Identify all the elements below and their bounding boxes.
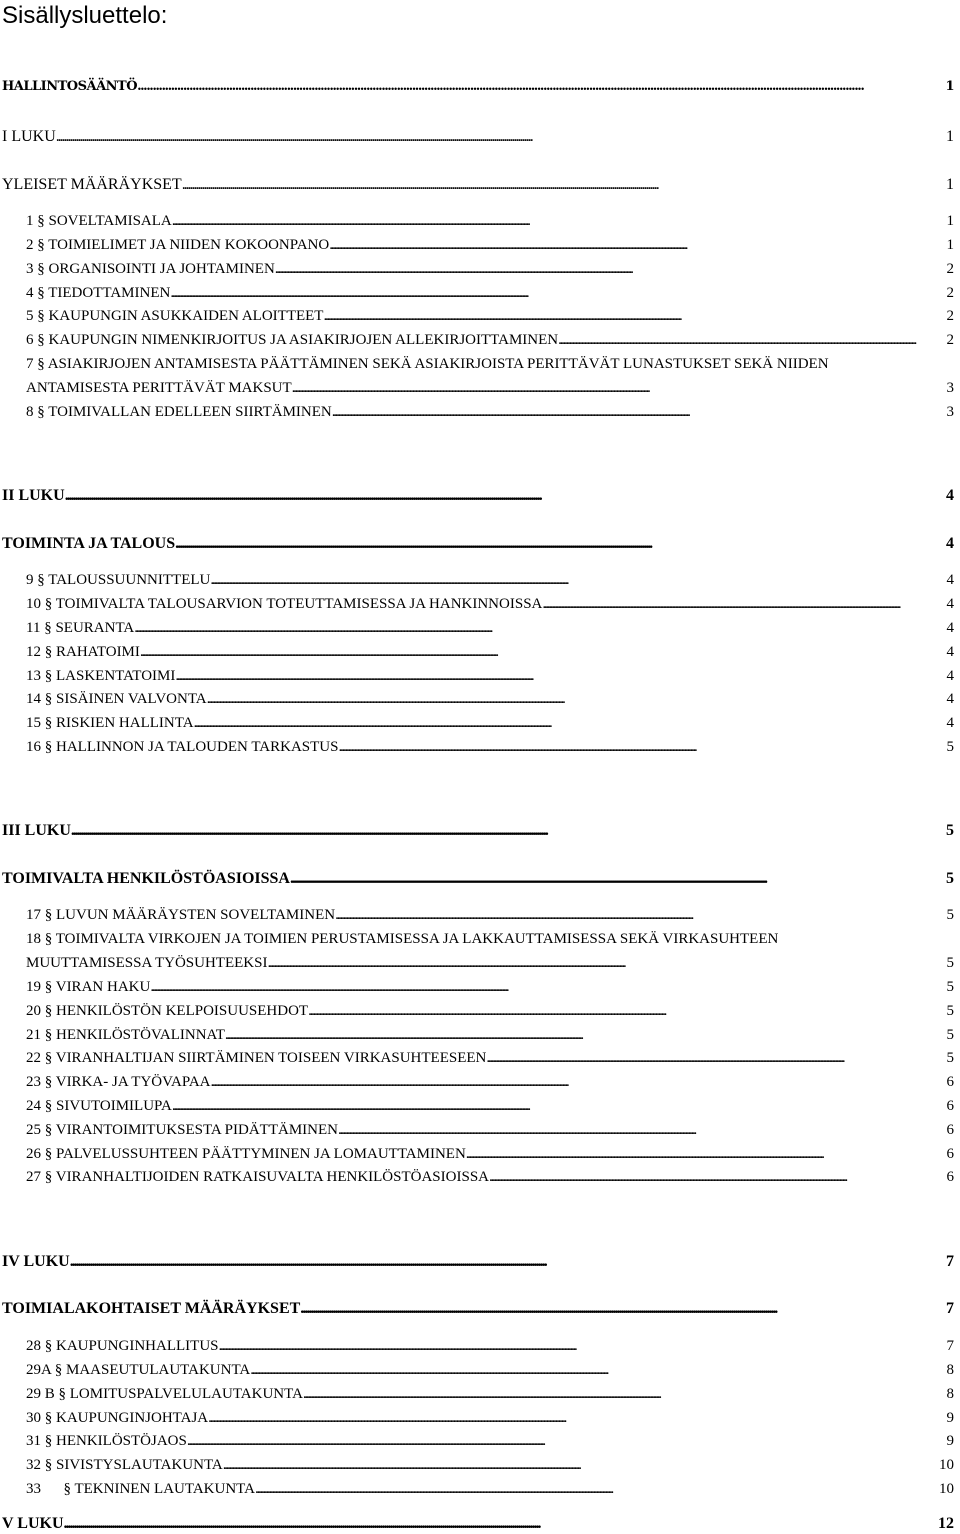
toc-leader: [223, 1456, 939, 1474]
toc-entry-text: III LUKU: [2, 822, 71, 839]
section-number: 32 §: [26, 1457, 53, 1473]
section-number: 1 §: [26, 213, 45, 229]
toc-page-number: 5: [946, 979, 954, 995]
toc-entry-text: KAUPUNGINJOHTAJA: [56, 1410, 209, 1426]
toc-entry-section-wrapped[interactable]: [26, 930, 954, 948]
toc-entry-text: VIRANHALTIJAN SIIRTÄMINEN TOISEEN VIRKASUHTEESEEN: [55, 1050, 487, 1066]
page-title: Sisällysluettelo:: [2, 2, 168, 29]
toc-entry-text: KAUPUNGIN ASUKKAIDEN ALOITTEET: [48, 308, 324, 324]
toc-entry-text: HENKILÖSTÖVALINNAT: [56, 1027, 225, 1043]
toc-entry-text: V LUKU: [2, 1515, 64, 1532]
toc-entry-section[interactable]: [26, 1049, 954, 1067]
toc-entry-text: TOIMIVALLAN EDELLEEN SIIRTÄMINEN: [48, 404, 332, 420]
toc-page-number: 2: [946, 308, 954, 324]
toc-entry-chapter-5[interactable]: [2, 1515, 954, 1533]
toc-entry-section[interactable]: [26, 1456, 954, 1474]
toc-entry-text: ASIAKIRJOJEN ANTAMISESTA PÄÄTTÄMINEN SEKÄ ASIAKIRJOISTA PERITTÄVÄT LUNASTUKSET SEKÄ NIIDEN: [47, 356, 829, 372]
toc-entry-toimivalta-henkilostoasioissa[interactable]: [2, 870, 954, 888]
toc-page-number: 6: [946, 1169, 954, 1185]
toc-leader: [187, 1432, 947, 1450]
toc-entry-section[interactable]: [26, 595, 954, 613]
section-number: 29A §: [26, 1362, 63, 1378]
toc-leader: [172, 1097, 947, 1115]
toc-page-number: 6: [946, 1146, 954, 1162]
toc-leader: [292, 379, 947, 397]
section-number: 17 §: [26, 907, 53, 923]
toc-entry-section[interactable]: [26, 1432, 954, 1450]
toc-entry-section[interactable]: [26, 1145, 954, 1163]
toc-entry-section[interactable]: [26, 738, 954, 756]
toc-page-number: 2: [946, 285, 954, 301]
toc-entry-text: ORGANISOINTI JA JOHTAMINEN: [48, 261, 275, 277]
toc-page-number: 8: [946, 1362, 954, 1378]
toc-entry-section[interactable]: [26, 236, 954, 254]
toc-page-number: 1: [946, 213, 954, 229]
toc-entry-section[interactable]: [26, 619, 954, 637]
section-number: 4 §: [26, 285, 45, 301]
toc-page-number: 10: [939, 1457, 954, 1473]
toc-entry-text: HALLINTOSÄÄNTÖ: [2, 79, 138, 94]
toc-entry-text: TOIMIVALTA TALOUSARVION TOTEUTTAMISESSA JA HANKINNOISSA: [55, 596, 543, 612]
section-number: 20 §: [26, 1003, 53, 1019]
toc-leader: [208, 1409, 946, 1427]
toc-page-number: 4: [946, 487, 954, 504]
toc-page-number: 2: [946, 261, 954, 277]
toc-leader: [255, 1480, 939, 1498]
toc-page-number: 4: [946, 715, 954, 731]
toc-entry-text: TIEDOTTAMINEN: [48, 285, 171, 301]
toc-leader: [140, 643, 947, 661]
section-number: 29 B §: [26, 1386, 67, 1402]
toc-page-number: 4: [946, 572, 954, 588]
toc-page-number: 4: [946, 668, 954, 684]
toc-entry-section[interactable]: [26, 1337, 954, 1355]
toc-entry-section[interactable]: [26, 714, 954, 732]
section-number: 25 §: [26, 1122, 53, 1138]
toc-entry-section[interactable]: [26, 403, 954, 421]
toc-entry-text: TOIMIELIMET JA NIIDEN KOKOONPANO: [48, 237, 330, 253]
section-number: 15 §: [26, 715, 53, 731]
toc-leader: [207, 690, 947, 708]
toc-entry-text: I LUKU: [2, 128, 56, 145]
toc-page-number: 2: [946, 332, 954, 348]
section-number: 6 §: [26, 332, 45, 348]
toc-entry-text: HALLINNON JA TALOUDEN TARKASTUS: [56, 739, 339, 755]
toc-entry-toiminta-ja-talous[interactable]: [2, 535, 954, 553]
section-number: 3 §: [26, 261, 45, 277]
toc-entry-text: SOVELTAMISALA: [48, 213, 172, 229]
toc-leader: [175, 535, 946, 553]
toc-page-number: 7: [946, 1300, 954, 1317]
toc-entry-section[interactable]: [26, 260, 954, 278]
toc-entry-text: TOIMIVALTA HENKILÖSTÖASIOISSA: [2, 870, 290, 887]
toc-entry-chapter-3[interactable]: [2, 822, 954, 840]
toc-entry-section[interactable]: [26, 284, 954, 302]
toc-leader: [267, 954, 946, 972]
section-number: 23 §: [26, 1074, 53, 1090]
toc-entry-chapter-1[interactable]: [2, 128, 954, 146]
section-number: 9 §: [26, 572, 45, 588]
toc-leader: [303, 1385, 947, 1403]
toc-entry-hallintosaanto[interactable]: [2, 78, 954, 96]
toc-leader: [137, 78, 945, 96]
toc-entry-text: RISKIEN HALLINTA: [56, 715, 194, 731]
toc-leader: [64, 1515, 939, 1533]
toc-entry-text: VIRANHALTIJOIDEN RATKAISUVALTA HENKILÖSTÖASIOISSA: [55, 1169, 489, 1185]
toc-page-number: 6: [946, 1098, 954, 1114]
toc-entry-text: LASKENTATOIMI: [56, 668, 176, 684]
toc-entry-chapter-4[interactable]: [2, 1253, 954, 1271]
toc-leader: [308, 1002, 946, 1020]
section-number: 16 §: [26, 739, 53, 755]
toc-page-number: 7: [946, 1253, 954, 1270]
toc-entry-section[interactable]: [26, 1026, 954, 1044]
toc-entry-text: VIRKA- JA TYÖVAPAA: [55, 1074, 211, 1090]
toc-page-number: 4: [946, 644, 954, 660]
toc-page-number: 10: [939, 1481, 954, 1497]
toc-entry-section[interactable]: [26, 571, 954, 589]
toc-entry-toimialakohtaiset-maaraykset[interactable]: [2, 1300, 954, 1318]
toc-leader: [65, 487, 946, 505]
section-number: 28 §: [26, 1338, 53, 1354]
toc-leader: [290, 870, 946, 888]
toc-leader: [71, 822, 946, 840]
toc-entry-text: YLEISET MÄÄRÄYKSET: [2, 176, 182, 193]
toc-leader: [250, 1361, 946, 1379]
section-number: 11 §: [26, 620, 52, 636]
toc-entry-text: MUUTTAMISESSA TYÖSUHTEEKSI: [26, 955, 268, 971]
section-number: 13 §: [26, 668, 53, 684]
toc-entry-section[interactable]: [26, 1361, 954, 1379]
toc-entry-text: RAHATOIMI: [56, 644, 140, 660]
toc-entry-section[interactable]: [26, 331, 954, 349]
toc-entry-section[interactable]: [26, 1073, 954, 1091]
toc-page-number: 6: [946, 1122, 954, 1138]
section-number: 24 §: [26, 1098, 53, 1114]
toc-leader: [194, 714, 947, 732]
toc-leader: [338, 738, 946, 756]
toc-page-number: 3: [946, 404, 954, 420]
toc-entry-text: LOMITUSPALVELULAUTAKUNTA: [69, 1386, 303, 1402]
toc-entry-yleiset-maaraykset[interactable]: [2, 176, 954, 194]
section-number: 30 §: [26, 1410, 53, 1426]
toc-entry-section[interactable]: [26, 1002, 954, 1020]
toc-entry-text: PALVELUSSUHTEEN PÄÄTTYMINEN JA LOMAUTTAMINEN: [56, 1146, 466, 1162]
toc-entry-section[interactable]: [26, 307, 954, 325]
toc-leader: [323, 307, 946, 325]
toc-page-number: 4: [946, 691, 954, 707]
toc-entry-text: ANTAMISESTA PERITTÄVÄT MAKSUT: [26, 380, 292, 396]
toc-page-number: 5: [946, 955, 954, 971]
toc-page-number: 1: [946, 128, 954, 145]
toc-entry-text: TOIMIALAKOHTAISET MÄÄRÄYKSET: [2, 1300, 301, 1317]
toc-leader: [56, 128, 946, 146]
toc-leader: [219, 1337, 947, 1355]
toc-leader: [70, 1253, 946, 1271]
section-number: 22 §: [26, 1050, 53, 1066]
toc-page-number: 12: [938, 1515, 954, 1532]
toc-page-number: 7: [946, 1338, 954, 1354]
toc-entry-text: KAUPUNGINHALLITUS: [56, 1338, 219, 1354]
toc-leader: [558, 331, 946, 349]
toc-entry-text: IV LUKU: [2, 1253, 70, 1270]
toc-page-number: 9: [946, 1410, 954, 1426]
toc-entry-text: SIVISTYSLAUTAKUNTA: [56, 1457, 223, 1473]
section-number: 18 §: [26, 931, 53, 947]
section-number: 2 §: [26, 237, 45, 253]
toc-entry-section[interactable]: [26, 1480, 954, 1498]
section-number: 5 §: [26, 308, 45, 324]
toc-page-number: 5: [946, 822, 954, 839]
toc-page-number: 5: [946, 1027, 954, 1043]
toc-page-number: 1: [946, 176, 954, 193]
toc-leader: [542, 595, 946, 613]
section-number: 14 §: [26, 691, 53, 707]
toc-page-number: 4: [946, 535, 954, 552]
toc-entry-section-wrapped[interactable]: [26, 355, 954, 373]
toc-leader: [170, 284, 946, 302]
section-number: 33 §: [26, 1481, 71, 1497]
toc-leader: [300, 1300, 946, 1318]
toc-entry-section[interactable]: [26, 667, 954, 685]
toc-page-number: 5: [946, 1050, 954, 1066]
toc-leader: [150, 978, 946, 996]
toc-leader: [211, 1073, 947, 1091]
toc-entry-continuation[interactable]: [26, 379, 954, 397]
toc-page-number: 9: [946, 1433, 954, 1449]
toc-leader: [489, 1168, 947, 1186]
toc-leader: [329, 236, 946, 254]
toc-leader: [332, 403, 947, 421]
toc-entry-section[interactable]: [26, 1409, 954, 1427]
section-number: 8 §: [26, 404, 45, 420]
toc-leader: [225, 1026, 947, 1044]
toc-entry-text: SIVUTOIMILUPA: [56, 1098, 172, 1114]
toc-leader: [182, 176, 946, 194]
toc-page-number: 6: [946, 1074, 954, 1090]
toc-entry-text: TEKNINEN LAUTAKUNTA: [74, 1481, 255, 1497]
toc-entry-section[interactable]: [26, 690, 954, 708]
section-number: 7 §: [26, 356, 45, 372]
toc-entry-text: MAASEUTULAUTAKUNTA: [66, 1362, 251, 1378]
toc-entry-text: SISÄINEN VALVONTA: [56, 691, 207, 707]
toc-entry-section[interactable]: [26, 1097, 954, 1115]
section-number: 12 §: [26, 644, 53, 660]
section-number: 31 §: [26, 1433, 53, 1449]
toc-page-number: 1: [946, 237, 954, 253]
toc-leader: [210, 571, 946, 589]
toc-entry-continuation[interactable]: [26, 954, 954, 972]
toc-page-number: 5: [946, 907, 954, 923]
toc-entry-text: HENKILÖSTÖN KELPOISUUSEHDOT: [56, 1003, 309, 1019]
toc-entry-section[interactable]: [26, 212, 954, 230]
toc-entry-chapter-2[interactable]: [2, 487, 954, 505]
toc-entry-section[interactable]: [26, 978, 954, 996]
toc-leader: [175, 667, 946, 685]
toc-entry-text: TOIMINTA JA TALOUS: [2, 535, 176, 552]
section-number: 21 §: [26, 1027, 53, 1043]
toc-entry-section[interactable]: [26, 1168, 954, 1186]
toc-entry-text: HENKILÖSTÖJAOS: [56, 1433, 187, 1449]
toc-leader: [172, 212, 947, 230]
toc-leader: [466, 1145, 947, 1163]
toc-entry-text: VIRANTOIMITUKSESTA PIDÄTTÄMINEN: [55, 1122, 338, 1138]
toc-page-number: 5: [946, 870, 954, 887]
toc-entry-text: TALOUSSUUNNITTELU: [48, 572, 211, 588]
toc-page-number: 1: [945, 79, 954, 94]
section-number: 19 §: [26, 979, 53, 995]
toc-entry-text: LUVUN MÄÄRÄYSTEN SOVELTAMINEN: [56, 907, 336, 923]
toc-page-number: 4: [946, 596, 954, 612]
section-number: 26 §: [26, 1146, 53, 1162]
toc-entry-section[interactable]: [26, 1385, 954, 1403]
toc-leader: [486, 1049, 946, 1067]
toc-leader: [275, 260, 947, 278]
toc-leader: [134, 619, 946, 637]
toc-page-number: 8: [946, 1386, 954, 1402]
toc-entry-text: SEURANTA: [55, 620, 135, 636]
toc-page-number: 5: [946, 1003, 954, 1019]
section-number: 10 §: [26, 596, 53, 612]
toc-entry-text: VIRAN HAKU: [55, 979, 151, 995]
toc-page-number: 3: [946, 380, 954, 396]
toc-page-number: 4: [946, 620, 954, 636]
toc-leader: [335, 906, 946, 924]
toc-entry-text: II LUKU: [2, 487, 65, 504]
toc-entry-section[interactable]: [26, 643, 954, 661]
toc-entry-section[interactable]: [26, 1121, 954, 1139]
toc-entry-section[interactable]: [26, 906, 954, 924]
toc-page-number: 5: [946, 739, 954, 755]
section-number: 27 §: [26, 1169, 53, 1185]
toc-entry-text: KAUPUNGIN NIMENKIRJOITUS JA ASIAKIRJOJEN ALLEKIRJOITTAMINEN: [48, 332, 559, 348]
toc-leader: [338, 1121, 947, 1139]
toc-entry-text: TOIMIVALTA VIRKOJEN JA TOIMIEN PERUSTAMISESSA JA LAKKAUTTAMISESSA SEKÄ VIRKASUHTEEN: [55, 931, 779, 947]
